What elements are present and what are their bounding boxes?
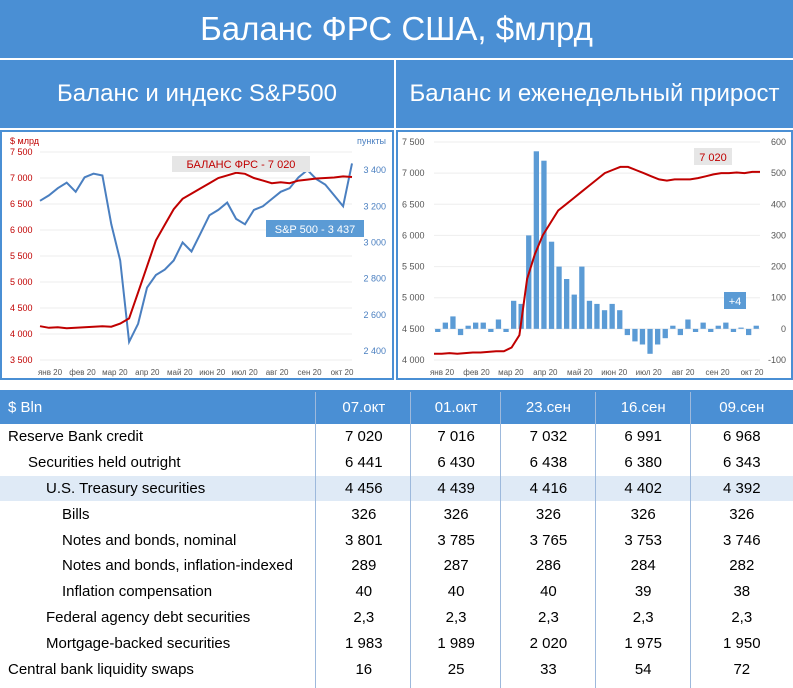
row-value: 2,3	[445, 608, 467, 626]
table-header-date: 23.сен	[501, 390, 596, 424]
weekly-change-bar	[685, 320, 690, 329]
row-label: Notes and bonds, inflation-indexed	[62, 557, 293, 575]
y-left-tick-label: 6 000	[402, 230, 425, 241]
x-tick-label: фев 20	[69, 368, 96, 377]
row-value: 3 801	[345, 531, 383, 549]
row-label: Federal agency debt securities	[46, 608, 251, 626]
row-value: 2,3	[353, 608, 375, 626]
y-right-tick-label: 200	[770, 261, 786, 272]
weekly-change-bar	[511, 301, 516, 329]
weekly-change-bar	[496, 320, 501, 329]
y-left-tick-label: 6 500	[402, 199, 425, 210]
y-left-tick-label: 6 500	[10, 199, 33, 209]
x-tick-label: авг 20	[265, 368, 289, 377]
balance-sp500-chart	[2, 132, 392, 378]
weekly-change-bar	[549, 242, 554, 329]
row-value: 3 765	[529, 531, 568, 549]
row-value: 326	[535, 505, 561, 523]
row-value: 3 753	[624, 531, 662, 549]
weekly-change-bar	[655, 329, 660, 345]
y-right-tick-label: 400	[770, 199, 786, 210]
weekly-change-bar	[693, 329, 698, 332]
row-value: 286	[535, 557, 561, 575]
row-value: 326	[443, 505, 469, 523]
balance-annotation: 7 020	[699, 152, 727, 164]
row-value: 6 343	[723, 454, 761, 472]
weekly-change-bar	[746, 329, 751, 335]
weekly-change-bar	[678, 329, 683, 335]
y-left-tick-label: 5 000	[402, 292, 425, 303]
table-row	[0, 501, 793, 527]
row-value: 2,3	[537, 608, 559, 626]
y-left-tick-label: 6 000	[10, 225, 33, 235]
row-value: 6 968	[723, 428, 761, 446]
table-header-date: 16.сен	[596, 390, 691, 424]
column-divider	[690, 392, 691, 688]
row-value: 54	[634, 660, 652, 678]
row-value: 72	[733, 660, 751, 678]
weekly-change-bar	[754, 326, 759, 329]
row-value: 6 991	[624, 428, 662, 446]
row-value: 6 441	[345, 454, 383, 472]
weekly-change-bar	[632, 329, 637, 342]
y-left-tick-label: 3 500	[10, 355, 33, 365]
weekly-change-bar	[617, 310, 622, 329]
x-tick-label: янв 20	[37, 368, 63, 377]
y-right-tick-label: 3 000	[363, 237, 386, 248]
row-value: 6 380	[624, 454, 662, 472]
table-header-date: 01.окт	[411, 390, 501, 424]
x-tick-label: мар 20	[498, 368, 524, 377]
row-value: 1 989	[437, 634, 475, 652]
y-left-tick-label: 5 500	[10, 251, 33, 261]
row-value: 4 456	[316, 476, 411, 502]
page-title: Баланс ФРС США, $млрд	[0, 0, 793, 58]
weekly-change-bar	[572, 295, 577, 329]
weekly-change-bar	[466, 326, 471, 329]
y-left-tick-label: 5 500	[402, 261, 425, 272]
row-value: 2,3	[731, 608, 753, 626]
row-value: 7 020	[345, 428, 383, 446]
x-tick-label: фев 20	[463, 368, 490, 377]
weekly-change-bar	[716, 326, 721, 329]
y-right-tick-label: 300	[770, 230, 786, 241]
row-label: Notes and bonds, nominal	[62, 531, 237, 549]
row-value: 2 020	[529, 634, 568, 652]
x-tick-label: янв 20	[429, 368, 455, 377]
y-left-tick-label: 4 000	[402, 355, 425, 365]
row-value: 1 950	[723, 634, 761, 652]
weekly-annotation: +4	[728, 296, 742, 308]
row-value: 39	[634, 583, 652, 601]
row-value: 284	[630, 557, 656, 575]
weekly-change-bar	[488, 329, 493, 332]
table-header-date: 09.сен	[691, 390, 793, 424]
x-tick-label: апр 20	[533, 368, 558, 377]
y-left-tick-label: 4 500	[10, 303, 33, 313]
weekly-change-bar	[443, 323, 448, 329]
table-row	[0, 450, 793, 476]
weekly-change-bar	[450, 316, 455, 329]
y-right-tick-label: 2 800	[363, 273, 386, 284]
row-label: Central bank liquidity swaps	[8, 660, 194, 678]
table-row	[0, 553, 793, 579]
x-tick-label: сен 20	[297, 368, 322, 377]
weekly-change-bar	[647, 329, 652, 354]
left-chart-panel	[0, 130, 394, 380]
row-value: 25	[447, 660, 465, 678]
x-tick-label: окт 20	[740, 368, 764, 377]
row-value: 6 438	[529, 454, 568, 472]
y-left-tick-label: 4 000	[10, 329, 33, 339]
table-row	[0, 630, 793, 656]
row-value: 326	[351, 505, 377, 523]
column-divider	[595, 392, 596, 688]
row-value: 282	[729, 557, 755, 575]
row-value: 1 983	[345, 634, 383, 652]
table-row	[0, 424, 793, 450]
row-value: 40	[355, 583, 373, 601]
x-tick-label: апр 20	[135, 368, 160, 377]
weekly-change-bar	[564, 279, 569, 329]
series-balance-line	[40, 173, 352, 328]
weekly-change-bar	[435, 329, 440, 332]
weekly-change-bar	[602, 310, 607, 329]
row-value: 287	[443, 557, 469, 575]
balance-weekly-chart	[398, 132, 791, 378]
y-left-tick-label: 4 500	[402, 323, 425, 334]
x-tick-label: июн 20	[199, 368, 226, 377]
y-right-tick-label: 2 400	[363, 345, 386, 356]
row-value: 3 785	[437, 531, 475, 549]
x-tick-label: июл 20	[635, 368, 662, 377]
right-chart-panel	[396, 130, 793, 380]
row-label: Mortgage-backed securities	[46, 634, 231, 652]
row-value: 6 430	[437, 454, 475, 472]
balance-annotation: БАЛАНС ФРС - 7 020	[186, 159, 296, 171]
x-tick-label: сен 20	[705, 368, 730, 377]
weekly-change-bar	[640, 329, 645, 345]
row-value: 4 416	[501, 476, 596, 502]
row-label: Reserve Bank credit	[8, 428, 144, 446]
weekly-change-bar	[610, 304, 615, 329]
table-row	[0, 656, 793, 682]
x-tick-label: мар 20	[102, 368, 128, 377]
x-tick-label: май 20	[167, 368, 193, 377]
row-value: 1 975	[624, 634, 662, 652]
weekly-change-bar	[625, 329, 630, 335]
row-value: 7 016	[437, 428, 475, 446]
table-body	[0, 424, 793, 682]
weekly-change-bar	[731, 329, 736, 332]
weekly-change-bar	[458, 329, 463, 335]
x-tick-label: июл 20	[231, 368, 258, 377]
table-header-row	[0, 390, 793, 424]
y-left-tick-label: 5 000	[10, 277, 33, 287]
row-value: 289	[351, 557, 377, 575]
weekly-change-bar	[579, 267, 584, 329]
row-value: 326	[630, 505, 656, 523]
row-value: 326	[729, 505, 755, 523]
weekly-change-bar	[723, 323, 728, 329]
weekly-change-bar	[481, 323, 486, 329]
weekly-change-bar	[738, 328, 743, 329]
row-value: 16	[355, 660, 373, 678]
row-label: U.S. Treasury securities	[0, 476, 316, 502]
table-row	[0, 476, 793, 502]
row-value: 4 392	[691, 476, 793, 502]
weekly-change-bar	[587, 301, 592, 329]
weekly-change-bar	[541, 161, 546, 329]
row-value: 40	[540, 583, 557, 601]
table-row	[0, 527, 793, 553]
weekly-change-bar	[708, 329, 713, 332]
y-right-tick-label: 0	[780, 323, 786, 334]
weekly-change-bar	[534, 151, 539, 328]
x-tick-label: авг 20	[671, 368, 695, 377]
row-value: 40	[447, 583, 465, 601]
row-value: 4 402	[596, 476, 691, 502]
table-row	[0, 579, 793, 605]
balance-table	[0, 390, 793, 682]
column-divider	[500, 392, 501, 688]
weekly-change-bar	[701, 323, 706, 329]
table-header-date: 07.окт	[316, 390, 411, 424]
y-right-unit-label: пункты	[357, 136, 386, 146]
table-header-label: $ Bln	[0, 390, 316, 424]
y-left-tick-label: 7 500	[10, 147, 33, 157]
row-label: Securities held outright	[28, 454, 181, 472]
row-label: Inflation compensation	[62, 583, 213, 601]
y-right-tick-label: 100	[770, 292, 786, 303]
y-right-tick-label: 3 200	[363, 201, 386, 212]
x-tick-label: окт 20	[330, 368, 354, 377]
column-divider	[410, 392, 411, 688]
table-row	[0, 605, 793, 631]
weekly-change-bar	[670, 326, 675, 329]
left-chart-subtitle: Баланс и индекс S&P500	[0, 60, 394, 128]
y-left-tick-label: 7 000	[402, 168, 425, 179]
row-value: 33	[540, 660, 557, 678]
row-value: 4 439	[411, 476, 501, 502]
row-value: 3 746	[723, 531, 761, 549]
y-right-tick-label: 3 400	[363, 165, 386, 176]
index-annotation: S&P 500 - 3 437	[274, 224, 356, 236]
weekly-change-bar	[556, 267, 561, 329]
row-value: 7 032	[529, 428, 568, 446]
row-value: 2,3	[632, 608, 654, 626]
y-right-tick-label: 2 600	[363, 309, 386, 320]
y-right-tick-label: 500	[770, 168, 786, 179]
row-value: 38	[733, 583, 751, 601]
weekly-change-bar	[663, 329, 668, 338]
x-tick-label: июн 20	[601, 368, 628, 377]
row-label: Bills	[62, 505, 90, 523]
column-divider	[315, 392, 316, 688]
right-chart-subtitle: Баланс и еженедельный прирост	[396, 60, 793, 128]
weekly-change-bar	[503, 329, 508, 332]
weekly-change-bar	[473, 323, 478, 329]
x-tick-label: май 20	[567, 368, 593, 377]
y-left-unit-label: $ млрд	[10, 136, 39, 146]
weekly-change-bar	[594, 304, 599, 329]
y-right-tick-label: -100	[767, 355, 786, 365]
y-left-tick-label: 7 000	[10, 173, 33, 183]
y-right-tick-label: 600	[770, 137, 786, 147]
y-left-tick-label: 7 500	[402, 137, 425, 147]
